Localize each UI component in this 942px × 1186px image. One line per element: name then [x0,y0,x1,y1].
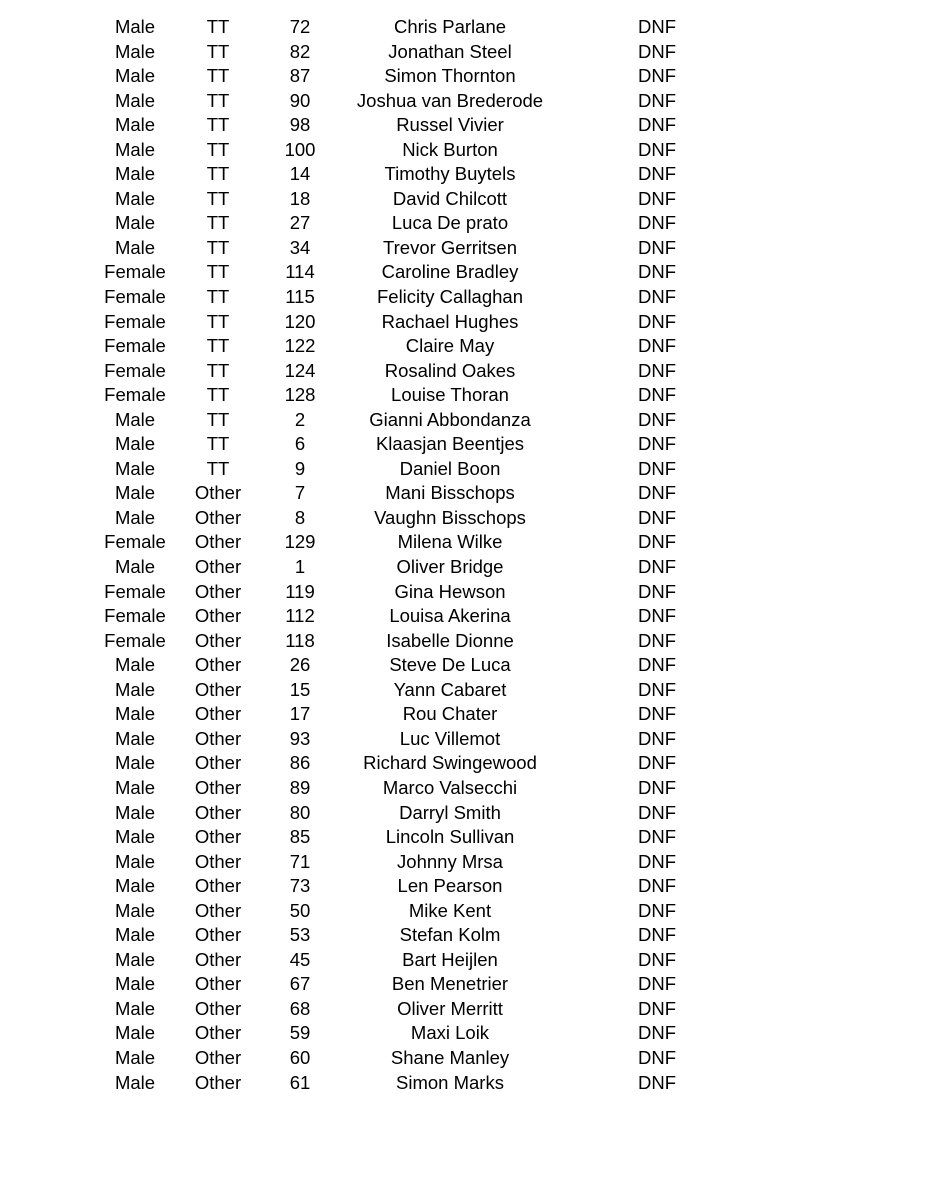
bib-cell: 72 [289,16,311,37]
category-cell: Other [194,1046,242,1068]
name-cell: Felicity Callaghan [376,286,523,308]
name-cell: Chris Parlane [393,16,507,37]
status-cell: DNF [637,875,677,897]
gender-cell: Male [114,924,156,946]
gender-cell: Female [104,310,166,332]
name-cell: Darryl Smith [399,801,501,823]
table-row [93,457,942,482]
name-cell: Marco Valsecchi [382,776,518,798]
gender-cell: Female [104,261,166,283]
gender-cell: Female [104,286,166,308]
status-cell: DNF [637,850,677,872]
bib-cell: 80 [289,801,311,823]
name-cell: Milena Wilke [397,531,503,553]
bib-cell: 67 [289,973,311,995]
bib-cell: 86 [289,752,311,774]
table-row [93,89,942,114]
table-row [93,825,942,850]
category-cell: TT [206,187,230,209]
bib-cell: 34 [289,236,311,258]
table-row [93,15,942,40]
table-row [93,555,942,580]
status-cell: DNF [637,408,677,430]
table-row [93,653,942,678]
table-row [93,580,942,605]
category-cell: Other [194,924,242,946]
bib-cell: 100 [284,138,316,160]
gender-cell: Male [114,114,156,136]
gender-cell: Male [114,801,156,823]
status-cell: DNF [637,163,677,185]
status-cell: DNF [637,1046,677,1068]
name-cell: Gianni Abbondanza [369,408,531,430]
category-cell: TT [206,335,230,357]
gender-cell: Female [104,629,166,651]
name-cell: Oliver Merritt [397,997,503,1019]
table-row [93,236,942,261]
name-cell: Claire May [405,335,495,357]
name-cell: Gina Hewson [394,580,506,602]
bib-cell: 15 [289,678,311,700]
name-cell: Jonathan Steel [388,40,512,62]
name-cell: Stefan Kolm [399,924,501,946]
name-cell: Yann Cabaret [393,678,507,700]
table-row [93,629,942,654]
category-cell: Other [194,752,242,774]
gender-cell: Male [114,212,156,234]
category-cell: TT [206,457,230,479]
category-cell: Other [194,727,242,749]
status-cell: DNF [637,948,677,970]
gender-cell: Male [114,408,156,430]
category-cell: Other [194,580,242,602]
bib-cell: 120 [284,310,316,332]
bib-cell: 68 [289,997,311,1019]
bib-cell: 1 [294,556,306,578]
bib-cell: 50 [289,899,311,921]
bib-cell: 53 [289,924,311,946]
category-cell: Other [194,531,242,553]
status-cell: DNF [637,531,677,553]
gender-cell: Male [114,163,156,185]
bib-cell: 14 [289,163,311,185]
bib-cell: 128 [284,384,316,406]
bib-cell: 26 [289,654,311,676]
bib-cell: 2 [294,408,306,430]
status-cell: DNF [637,457,677,479]
category-cell: TT [206,384,230,406]
bib-cell: 9 [294,457,306,479]
name-cell: Bart Heijlen [402,948,498,970]
table-row [93,481,942,506]
status-cell: DNF [637,261,677,283]
gender-cell: Male [114,1046,156,1068]
bib-cell: 8 [294,506,306,528]
table-row [93,113,942,138]
status-cell: DNF [637,16,677,37]
status-cell: DNF [637,654,677,676]
table-row [93,310,942,335]
gender-cell: Male [114,187,156,209]
table-row [93,64,942,89]
gender-cell: Male [114,457,156,479]
table-row [93,383,942,408]
category-cell: Other [194,948,242,970]
table-row [93,850,942,875]
status-cell: DNF [637,114,677,136]
status-cell: DNF [637,703,677,725]
name-cell: Louisa Akerina [389,605,511,627]
table-row [93,1071,942,1096]
table-row [93,359,942,384]
gender-cell: Male [114,997,156,1019]
bib-cell: 27 [289,212,311,234]
table-row [93,1046,942,1071]
name-cell: Rou Chater [402,703,498,725]
status-cell: DNF [637,482,677,504]
table-row [93,604,942,629]
category-cell: TT [206,236,230,258]
category-cell: Other [194,506,242,528]
name-cell: Richard Swingewood [363,752,537,774]
table-row [93,1021,942,1046]
gender-cell: Male [114,482,156,504]
table-row [93,874,942,899]
gender-cell: Male [114,433,156,455]
table-row [93,285,942,310]
status-cell: DNF [637,236,677,258]
gender-cell: Male [114,556,156,578]
table-row [93,408,942,433]
bib-cell: 124 [284,359,316,381]
name-cell: Joshua van Brederode [356,89,544,111]
status-cell: DNF [637,384,677,406]
category-cell: Other [194,973,242,995]
category-cell: TT [206,89,230,111]
table-row [93,801,942,826]
status-cell: DNF [637,212,677,234]
name-cell: Mani Bisschops [385,482,515,504]
name-cell: Luca De prato [391,212,509,234]
gender-cell: Female [104,531,166,553]
category-cell: Other [194,703,242,725]
table-row [93,506,942,531]
bib-cell: 59 [289,1022,311,1044]
table-row [93,923,942,948]
category-cell: TT [206,65,230,87]
bib-cell: 115 [285,286,315,308]
category-cell: TT [206,138,230,160]
name-cell: Steve De Luca [389,654,511,676]
table-row [93,678,942,703]
table-row [93,530,942,555]
category-cell: Other [194,997,242,1019]
gender-cell: Male [114,875,156,897]
bib-cell: 129 [284,531,316,553]
bib-cell: 90 [289,89,311,111]
category-cell: Other [194,1071,242,1093]
table-row [93,260,942,285]
table-row [93,948,942,973]
category-cell: TT [206,286,230,308]
gender-cell: Male [114,826,156,848]
gender-cell: Male [114,948,156,970]
status-cell: DNF [637,924,677,946]
bib-cell: 114 [285,261,315,283]
name-cell: Vaughn Bisschops [374,506,526,528]
gender-cell: Female [104,384,166,406]
category-cell: Other [194,556,242,578]
status-cell: DNF [637,335,677,357]
bib-cell: 6 [294,433,306,455]
category-cell: Other [194,776,242,798]
table-row [93,997,942,1022]
gender-cell: Male [114,703,156,725]
status-cell: DNF [637,678,677,700]
table-row [93,727,942,752]
category-cell: TT [206,163,230,185]
name-cell: Nick Burton [402,138,498,160]
status-cell: DNF [637,506,677,528]
name-cell: Isabelle Dionne [386,629,514,651]
bib-cell: 119 [285,580,315,602]
bib-cell: 112 [285,605,315,627]
name-cell: Trevor Gerritsen [383,236,517,258]
table-row [93,432,942,457]
status-cell: DNF [637,138,677,160]
status-cell: DNF [637,1071,677,1093]
bib-cell: 71 [289,850,311,872]
gender-cell: Male [114,506,156,528]
name-cell: Louise Thoran [391,384,509,406]
name-cell: Luc Villemot [399,727,501,749]
bib-cell: 17 [289,703,311,725]
name-cell: Timothy Buytels [384,163,516,185]
bib-cell: 7 [294,482,306,504]
bib-cell: 60 [289,1046,311,1068]
status-cell: DNF [637,629,677,651]
status-cell: DNF [637,89,677,111]
name-cell: Simon Marks [396,1071,504,1093]
status-cell: DNF [637,826,677,848]
gender-cell: Male [114,40,156,62]
gender-cell: Male [114,752,156,774]
gender-cell: Male [114,138,156,160]
status-cell: DNF [637,899,677,921]
gender-cell: Male [114,236,156,258]
category-cell: Other [194,678,242,700]
status-cell: DNF [637,40,677,62]
name-cell: Klaasjan Beentjes [375,433,525,455]
table-row [93,972,942,997]
category-cell: TT [206,40,230,62]
name-cell: Lincoln Sullivan [385,826,515,848]
status-cell: DNF [637,1022,677,1044]
status-cell: DNF [637,801,677,823]
status-cell: DNF [637,776,677,798]
status-cell: DNF [637,286,677,308]
bib-cell: 118 [285,629,315,651]
gender-cell: Male [114,16,156,37]
name-cell: Oliver Bridge [396,556,504,578]
status-cell: DNF [637,997,677,1019]
category-cell: TT [206,310,230,332]
bib-cell: 82 [289,40,311,62]
status-cell: DNF [637,605,677,627]
name-cell: Russel Vivier [396,114,504,136]
name-cell: Caroline Bradley [381,261,519,283]
gender-cell: Male [114,1022,156,1044]
category-cell: Other [194,1022,242,1044]
status-cell: DNF [637,310,677,332]
category-cell: TT [206,359,230,381]
gender-cell: Male [114,776,156,798]
gender-cell: Male [114,973,156,995]
status-cell: DNF [637,580,677,602]
name-cell: Johnny Mrsa [397,850,503,872]
name-cell: Daniel Boon [399,457,501,479]
category-cell: TT [206,16,230,37]
bib-cell: 89 [289,776,311,798]
category-cell: TT [206,212,230,234]
name-cell: Rachael Hughes [381,310,519,332]
status-cell: DNF [637,433,677,455]
status-cell: DNF [637,727,677,749]
category-cell: Other [194,899,242,921]
status-cell: DNF [637,359,677,381]
table-row [93,751,942,776]
category-cell: TT [206,433,230,455]
table-row [93,138,942,163]
status-cell: DNF [637,187,677,209]
gender-cell: Female [104,335,166,357]
gender-cell: Female [104,359,166,381]
bib-cell: 61 [289,1071,311,1093]
table-row [93,899,942,924]
name-cell: David Chilcott [392,187,508,209]
bib-cell: 87 [289,65,311,87]
gender-cell: Male [114,899,156,921]
category-cell: Other [194,482,242,504]
gender-cell: Male [114,65,156,87]
status-cell: DNF [637,752,677,774]
name-cell: Ben Menetrier [391,973,509,995]
gender-cell: Female [104,580,166,602]
bib-cell: 73 [289,875,311,897]
table-row [93,40,942,65]
table-row [93,211,942,236]
category-cell: Other [194,629,242,651]
gender-cell: Male [114,678,156,700]
bib-cell: 18 [289,187,311,209]
name-cell: Mike Kent [408,899,492,921]
table-row [93,162,942,187]
category-cell: Other [194,801,242,823]
table-row [93,776,942,801]
gender-cell: Male [114,850,156,872]
status-cell: DNF [637,65,677,87]
table-row [93,334,942,359]
gender-cell: Male [114,1071,156,1093]
bib-cell: 93 [289,727,311,749]
category-cell: Other [194,826,242,848]
category-cell: Other [194,875,242,897]
name-cell: Rosalind Oakes [384,359,516,381]
table-row [93,187,942,212]
name-cell: Simon Thornton [384,65,516,87]
bib-cell: 98 [289,114,311,136]
status-cell: DNF [637,556,677,578]
bib-cell: 122 [284,335,316,357]
name-cell: Len Pearson [397,875,503,897]
status-cell: DNF [637,973,677,995]
bib-cell: 45 [289,948,311,970]
gender-cell: Male [114,654,156,676]
category-cell: Other [194,605,242,627]
gender-cell: Male [114,89,156,111]
category-cell: TT [206,114,230,136]
table-row [93,702,942,727]
name-cell: Maxi Loik [410,1022,490,1044]
category-cell: Other [194,850,242,872]
category-cell: Other [194,654,242,676]
gender-cell: Female [104,605,166,627]
name-cell: Shane Manley [390,1046,510,1068]
bib-cell: 85 [289,826,311,848]
category-cell: TT [206,408,230,430]
gender-cell: Male [114,727,156,749]
category-cell: TT [206,261,230,283]
